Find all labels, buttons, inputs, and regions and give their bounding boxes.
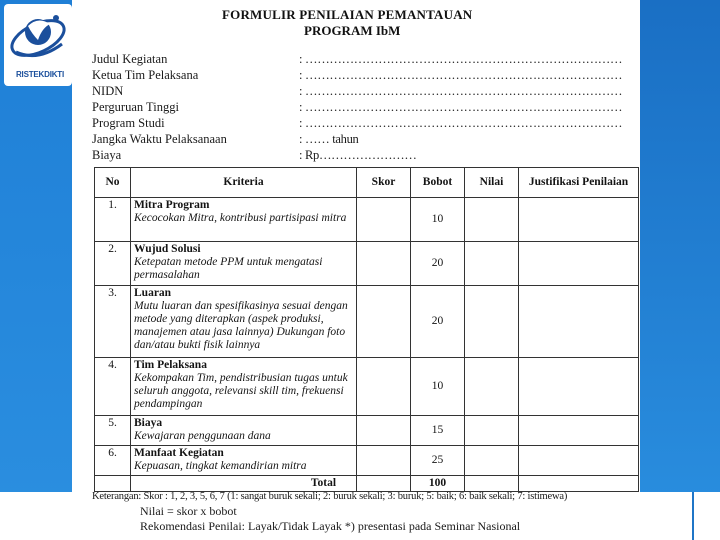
criteria-cell: [131, 446, 357, 476]
field-value-prodi: : ……………………………………………………………………: [299, 116, 623, 130]
bobot-cell: 20: [411, 242, 465, 286]
criteria-desc: Ketepatan metode PPM untuk mengatasi permasalahan: [134, 256, 323, 281]
ristekdikti-logo: [4, 4, 72, 86]
nilai-cell[interactable]: [465, 242, 519, 286]
header-skor: Skor: [357, 168, 411, 198]
bobot-cell: 10: [411, 358, 465, 416]
table-row: [95, 286, 639, 358]
form-subtitle: PROGRAM IbM: [304, 23, 401, 38]
table-row: [95, 358, 639, 416]
table-row: [95, 446, 639, 476]
assessment-form-document: [72, 0, 640, 540]
field-label-judul: Judul Kegiatan: [92, 52, 168, 66]
form-title: FORMULIR PENILAIAN PEMANTAUAN: [222, 7, 473, 22]
field-label-ketua: Ketua Tim Pelaksana: [92, 68, 199, 82]
justifikasi-cell[interactable]: [519, 198, 639, 242]
criteria-cell: [131, 416, 357, 446]
row-number: 1.: [95, 198, 131, 242]
total-row: [95, 476, 639, 492]
skor-cell[interactable]: [357, 242, 411, 286]
header-kriteria: Kriteria: [131, 168, 357, 198]
skor-cell[interactable]: [357, 286, 411, 358]
header-justifikasi: Justifikasi Penilaian: [519, 168, 639, 198]
criteria-table: [94, 167, 639, 492]
field-label-prodi: Program Studi: [92, 116, 165, 130]
criteria-cell: [131, 198, 357, 242]
nilai-cell[interactable]: [465, 198, 519, 242]
ristekdikti-emblem-icon: [4, 4, 72, 70]
criteria-desc: Kepuasan, tingkat kemandirian mitra: [134, 460, 307, 472]
justifikasi-cell[interactable]: [519, 446, 639, 476]
field-value-judul: : ……………………………………………………………………: [299, 52, 623, 66]
bottom-strip: [0, 492, 720, 540]
table-row: [95, 416, 639, 446]
total-skor-cell: [357, 476, 411, 492]
table-header-row: [95, 168, 639, 198]
row-number: 4.: [95, 358, 131, 416]
bobot-cell: 15: [411, 416, 465, 446]
field-value-jangka: : …… tahun: [299, 132, 359, 146]
bobot-cell: 10: [411, 198, 465, 242]
row-number: 3.: [95, 286, 131, 358]
criteria-cell: [131, 358, 357, 416]
criteria-desc: Kewajaran penggunaan dana: [134, 430, 271, 442]
logo-text: RISTEKDIKTI: [15, 70, 65, 79]
field-value-biaya: : Rp……………………: [299, 148, 417, 162]
field-label-biaya: Biaya: [92, 148, 122, 162]
skor-cell[interactable]: [357, 416, 411, 446]
header-no: No: [95, 168, 131, 198]
skor-cell[interactable]: [357, 446, 411, 476]
criteria-name: Luaran: [134, 287, 172, 299]
justifikasi-cell[interactable]: [519, 358, 639, 416]
bobot-cell: 25: [411, 446, 465, 476]
criteria-name: Manfaat Kegiatan: [134, 447, 224, 459]
field-label-jangka: Jangka Waktu Pelaksanaan: [92, 132, 227, 146]
header-nilai: Nilai: [465, 168, 519, 198]
criteria-desc: Kekompakan Tim, pendistribusian tugas untuk seluruh anggota, relevansi skill tim, frekuensi pendampingan: [134, 372, 348, 410]
criteria-desc: Kecocokan Mitra, kontribusi partisipasi mitra: [134, 212, 347, 224]
table-row: [95, 242, 639, 286]
justifikasi-cell[interactable]: [519, 242, 639, 286]
total-label: [131, 476, 357, 492]
criteria-cell: [131, 286, 357, 358]
criteria-cell: [131, 242, 357, 286]
total-value: 100: [411, 476, 465, 492]
nilai-cell[interactable]: [465, 416, 519, 446]
skor-cell[interactable]: [357, 198, 411, 242]
table-row: [95, 198, 639, 242]
justifikasi-cell[interactable]: [519, 286, 639, 358]
criteria-name: Mitra Program: [134, 199, 210, 211]
score-legend-note: Keterangan: Skor : 1, 2, 3, 5, 6, 7 (1: sangat buruk sekali; 2: buruk sekali; 3: buruk; 5: baik; 6: baik sekali; 7: istimewa): [92, 491, 568, 502]
nilai-cell[interactable]: [465, 358, 519, 416]
corner-rule: [692, 492, 694, 540]
criteria-name: Wujud Solusi: [134, 243, 201, 255]
criteria-desc: Mutu luaran dan spesifikasinya sesuai dengan metode yang diterapkan (aspek produksi, manajemen atau jasa lainnya) Dukungan foto dan/atau bukti fisik lainnya: [134, 300, 348, 351]
row-number: 6.: [95, 446, 131, 476]
criteria-name: Biaya: [134, 417, 163, 429]
field-value-perguruan: : ……………………………………………………………………: [299, 100, 623, 114]
total-justifikasi-cell: [519, 476, 639, 492]
field-label-perguruan: Perguruan Tinggi: [92, 100, 179, 114]
skor-cell[interactable]: [357, 358, 411, 416]
bobot-cell: 20: [411, 286, 465, 358]
row-number: 5.: [95, 416, 131, 446]
field-label-nidn: NIDN: [92, 84, 124, 98]
field-value-ketua: : ……………………………………………………………………: [299, 68, 623, 82]
formula-note: Nilai = skor x bobot: [140, 504, 237, 518]
total-label-text: Total: [310, 477, 337, 489]
criteria-name: Tim Pelaksana: [134, 359, 207, 371]
nilai-cell[interactable]: [465, 286, 519, 358]
right-decorative-band: [640, 0, 720, 540]
justifikasi-cell[interactable]: [519, 416, 639, 446]
total-spacer-cell: [95, 476, 131, 492]
recommendation-note: Rekomendasi Penilai: Layak/Tidak Layak *) presentasi pada Seminar Nasional: [140, 519, 521, 533]
total-nilai-cell[interactable]: [465, 476, 519, 492]
field-value-nidn: : ……………………………………………………………………: [299, 84, 623, 98]
row-number: 2.: [95, 242, 131, 286]
nilai-cell[interactable]: [465, 446, 519, 476]
header-bobot: Bobot: [411, 168, 465, 198]
